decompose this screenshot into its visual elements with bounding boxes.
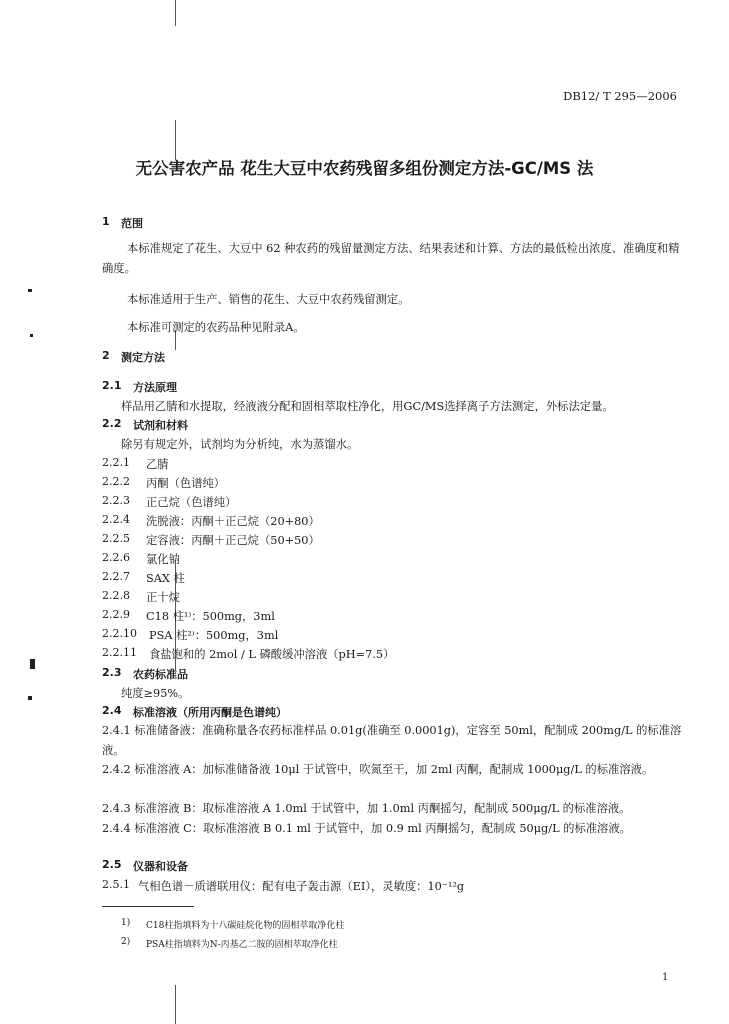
scan-line bbox=[175, 120, 176, 160]
section-number: 2.2 bbox=[102, 417, 122, 430]
item-number: 2.2.9 bbox=[102, 608, 130, 621]
footnote-rule bbox=[102, 906, 194, 907]
item-number: 2.2.1 bbox=[102, 456, 130, 469]
item-text: 食盐饱和的 2mol / L 磷酸缓冲溶液（pH=7.5） bbox=[149, 648, 395, 661]
scan-speck bbox=[30, 659, 35, 669]
numbered-paragraph bbox=[102, 819, 685, 839]
item-text: 正己烷（色谱纯） bbox=[146, 496, 237, 509]
page-number: 1 bbox=[662, 972, 669, 983]
item-text: 标准溶液 A：加标准储备液 10μl 于试管中，吹氮至干，加 2ml 丙酮，配制成 1000μg/L 的标准溶液。 bbox=[134, 763, 654, 776]
item-text: SAX 柱 bbox=[146, 572, 185, 585]
item-number: 2.2.7 bbox=[102, 570, 130, 583]
standard-code: DB12/ T 295—2006 bbox=[563, 89, 677, 103]
item-text: 洗脱液：丙酮＋正己烷（20+80） bbox=[146, 515, 320, 528]
item-number: 2.4.4 bbox=[102, 822, 131, 835]
scan-speck bbox=[28, 289, 32, 292]
paragraph: 样品用乙腈和水提取，经液液分配和固相萃取柱净化，用GC/MS选择离子方法测定，外标法定量。 bbox=[121, 400, 614, 413]
paragraph: 除另有规定外，试剂均为分析纯，水为蒸馏水。 bbox=[121, 438, 359, 451]
footnote-text: PSA柱指填料为N-丙基乙二胺的固相萃取净化柱 bbox=[146, 940, 338, 950]
section-title: 农药标准品 bbox=[133, 668, 188, 681]
numbered-paragraph bbox=[102, 799, 685, 819]
item-text: 定容液：丙酮＋正己烷（50+50） bbox=[146, 534, 320, 547]
item-number: 2.2.2 bbox=[102, 475, 130, 488]
item-text: 氯化钠 bbox=[146, 553, 180, 566]
section-number: 2 bbox=[102, 349, 110, 362]
numbered-paragraph bbox=[102, 760, 685, 780]
section-number: 2.4 bbox=[102, 704, 122, 717]
section-number: 2.3 bbox=[102, 666, 122, 679]
section-title: 标准溶液（所用丙酮是色谱纯） bbox=[133, 706, 287, 719]
item-text: 正十烷 bbox=[146, 591, 180, 604]
paragraph: 纯度≥95%。 bbox=[121, 687, 190, 700]
scan-line bbox=[175, 985, 176, 1024]
item-text: C18 柱¹⁾：500mg，3ml bbox=[146, 610, 275, 623]
item-number: 2.2.6 bbox=[102, 551, 130, 564]
item-text: 标准溶液 C：取标准溶液 B 0.1 ml 于试管中，加 0.9 ml 丙酮摇匀，配制成 50μg/L 的标准溶液。 bbox=[134, 822, 631, 835]
item-text: 标准储备液：准确称量各农药标准样品 0.01g(准确至 0.0001g)，定容至 50ml，配制成 200mg/L 的标准溶液。 bbox=[102, 724, 682, 757]
section-title: 测定方法 bbox=[121, 351, 165, 364]
item-text: 标准溶液 B：取标准溶液 A 1.0ml 于试管中，加 1.0ml 丙酮摇匀，配制成 500μg/L 的标准溶液。 bbox=[134, 802, 631, 815]
item-number: 2.2.10 bbox=[102, 627, 137, 640]
item-text: 乙腈 bbox=[146, 458, 169, 471]
section-number: 2.5 bbox=[102, 858, 122, 871]
section-number: 2.1 bbox=[102, 379, 122, 392]
paragraph: 本标准适用于生产、销售的花生、大豆中农药残留测定。 bbox=[127, 293, 410, 306]
item-number: 2.2.5 bbox=[102, 532, 130, 545]
item-text: 丙酮（色谱纯） bbox=[146, 477, 226, 490]
numbered-paragraph bbox=[102, 721, 685, 761]
paragraph: 本标准规定了花生、大豆中 62 种农药的残留量测定方法、结果表述和计算、方法的最低检出浓度、准确度和精确度。 bbox=[102, 242, 680, 275]
footnote-mark: 2) bbox=[121, 937, 131, 947]
scan-speck bbox=[28, 696, 32, 700]
item-text: PSA 柱²⁾：500mg，3ml bbox=[149, 629, 279, 642]
section-title: 仪器和设备 bbox=[133, 860, 188, 873]
item-number: 2.4.1 bbox=[102, 724, 131, 737]
page-title: 无公害农产品 花生大豆中农药残留多组份测定方法-GC/MS 法 bbox=[135, 159, 594, 178]
section-title: 试剂和材料 bbox=[133, 419, 188, 432]
item-number: 2.2.4 bbox=[102, 513, 130, 526]
item-number: 2.4.2 bbox=[102, 763, 131, 776]
section-title: 方法原理 bbox=[133, 381, 177, 394]
item-number: 2.2.3 bbox=[102, 494, 130, 507]
item-number: 2.5.1 bbox=[102, 878, 130, 891]
item-number: 2.2.8 bbox=[102, 589, 130, 602]
section-title: 范围 bbox=[121, 217, 143, 230]
paragraph: 本标准可测定的农药品种见附录A。 bbox=[127, 321, 305, 334]
footnote-mark: 1) bbox=[121, 918, 131, 928]
item-number: 2.4.3 bbox=[102, 802, 131, 815]
item-text: 气相色谱－质谱联用仪：配有电子轰击源（EI），灵敏度：10⁻¹²g bbox=[138, 880, 465, 893]
item-number: 2.2.11 bbox=[102, 646, 137, 659]
scan-speck bbox=[30, 334, 33, 337]
scan-line bbox=[175, 0, 176, 26]
footnote-text: C18柱指填料为十八碳硅烷化物的固相萃取净化柱 bbox=[146, 921, 345, 931]
section-number: 1 bbox=[102, 215, 110, 228]
